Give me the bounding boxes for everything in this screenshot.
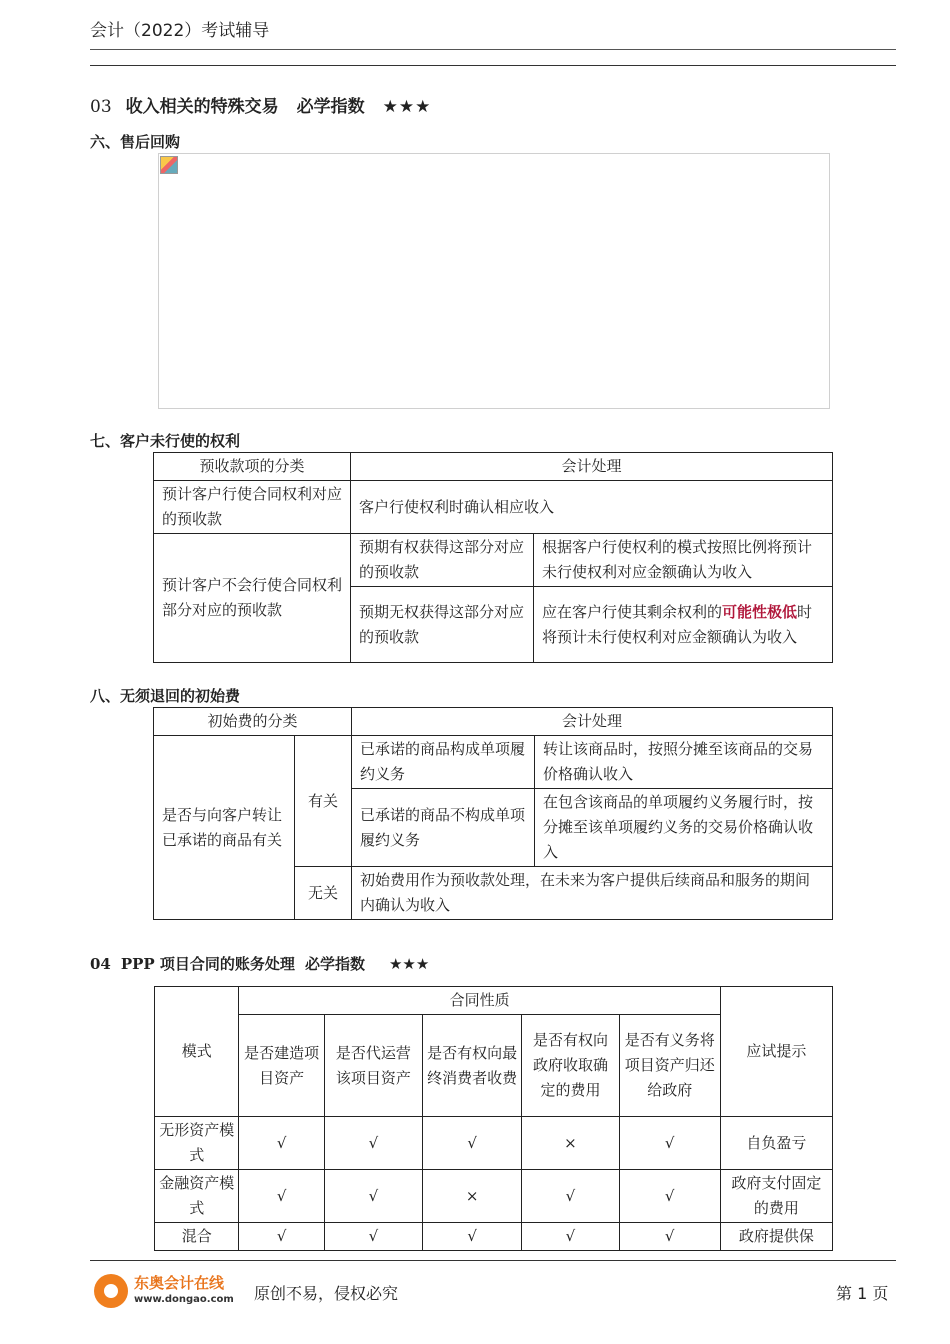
table-row xyxy=(155,1223,833,1251)
table-cell: 初始费用作为预收款处理，在未来为客户提供后续商品和服务的期间内确认为收入 xyxy=(352,867,833,920)
brand-url: www.dongao.com xyxy=(134,1294,234,1305)
table-row xyxy=(154,736,833,789)
table-cell: 预计客户不会行使合同权利部分对应的预收款 xyxy=(154,534,351,663)
table-cell: √ xyxy=(324,1117,422,1170)
table-cell: 已承诺的商品构成单项履约义务 xyxy=(352,736,535,789)
section-03-heading xyxy=(90,92,431,117)
table-header-cell: 是否有权向政府收取确定的费用 xyxy=(522,1015,619,1117)
table-header-row xyxy=(154,708,833,736)
section-number: 03 xyxy=(90,97,112,117)
table-cell: 是否与向客户转让已承诺的商品有关 xyxy=(154,736,295,920)
table-cell: √ xyxy=(522,1223,619,1251)
table-header-row xyxy=(155,987,833,1015)
logo-inner-mark xyxy=(104,1284,118,1298)
footer-divider xyxy=(90,1260,896,1261)
table-cell: 无形资产模式 xyxy=(155,1117,239,1170)
table-cell: 自负盈亏 xyxy=(720,1117,832,1170)
table-header-cell: 合同性质 xyxy=(239,987,720,1015)
table-row xyxy=(155,1170,833,1223)
table-header-cell: 是否代运营该项目资产 xyxy=(324,1015,422,1117)
text-run: 应在客户行使其剩余权利的 xyxy=(542,602,723,621)
highlighted-text: 可能性极低 xyxy=(722,602,798,621)
star-rating: ★★★ xyxy=(388,955,430,973)
table-header-cell: 会计处理 xyxy=(351,453,833,481)
table-row xyxy=(155,1117,833,1170)
table-header-cell: 应试提示 xyxy=(720,987,832,1117)
table-cell: √ xyxy=(239,1223,324,1251)
section-title: 收入相关的特殊交易 xyxy=(125,97,279,117)
broken-image-icon xyxy=(160,156,178,174)
document-header-title: 会计（2022）考试辅导 xyxy=(90,21,270,41)
header-divider xyxy=(90,49,896,50)
subsection-heading-six: 六、售后回购 xyxy=(90,133,181,151)
table-header-cell: 会计处理 xyxy=(352,708,833,736)
table-cell: √ xyxy=(619,1117,720,1170)
table-cell: √ xyxy=(239,1170,324,1223)
table-cell: √ xyxy=(324,1223,422,1251)
table-header-cell: 是否有权向最终消费者收费 xyxy=(423,1015,522,1117)
table-cell: 在包含该商品的单项履约义务履行时，按分摊至该单项履约义务的交易价格确认收入 xyxy=(535,789,833,867)
brand-name: 东奥会计在线 xyxy=(134,1274,225,1292)
table-header-cell: 初始费的分类 xyxy=(154,708,352,736)
table-row xyxy=(154,481,833,534)
section-number: 04 xyxy=(90,955,111,973)
table-header-cell: 预收款项的分类 xyxy=(154,453,351,481)
table-cell: 金融资产模式 xyxy=(155,1170,239,1223)
table-cell: 政府支付固定的费用 xyxy=(720,1170,832,1223)
table-cell: √ xyxy=(324,1170,422,1223)
subsection-heading-seven: 七、客户未行使的权利 xyxy=(90,432,241,450)
section-title: PPP 项目合同的账务处理 xyxy=(120,955,295,973)
table-row xyxy=(154,534,833,587)
star-rating: ★★★ xyxy=(382,97,432,117)
table-cell: 已承诺的商品不构成单项履约义务 xyxy=(352,789,535,867)
table-cell: 客户行使权利时确认相应收入 xyxy=(351,481,833,534)
study-index-label: 必学指数 xyxy=(304,955,365,973)
copyright-slogan: 原创不易，侵权必究 xyxy=(254,1284,399,1303)
table-header-cell: 是否有义务将项目资产归还给政府 xyxy=(619,1015,720,1117)
subsection-heading-eight: 八、无须退回的初始费 xyxy=(90,687,241,705)
table-cell: √ xyxy=(619,1223,720,1251)
table-cell: √ xyxy=(423,1223,522,1251)
table-cell: 无关 xyxy=(295,867,352,920)
table-cell: √ xyxy=(239,1117,324,1170)
table-cell: √ xyxy=(619,1170,720,1223)
table-cell: 预期有权获得这部分对应的预收款 xyxy=(351,534,534,587)
table-cell: 转让该商品时，按照分摊至该商品的交易价格确认收入 xyxy=(535,736,833,789)
table-cell: × xyxy=(522,1117,619,1170)
unexercised-rights-table xyxy=(153,452,833,663)
table-cell: 政府提供保 xyxy=(720,1223,832,1251)
table-cell: 有关 xyxy=(295,736,352,867)
table-cell: √ xyxy=(423,1117,522,1170)
table-cell: 预计客户行使合同权利对应的预收款 xyxy=(154,481,351,534)
table-cell xyxy=(534,587,833,663)
table-header-cell: 是否建造项目资产 xyxy=(239,1015,324,1117)
header-divider-bold xyxy=(90,65,896,66)
table-cell: 根据客户行使权利的模式按照比例将预计未行使权利对应金额确认为收入 xyxy=(534,534,833,587)
table-header-row xyxy=(154,453,833,481)
page-number: 第 1 页 xyxy=(836,1284,889,1303)
table-cell: 混合 xyxy=(155,1223,239,1251)
study-index-label: 必学指数 xyxy=(296,97,365,117)
ppp-contract-table xyxy=(154,986,833,1251)
section-04-heading xyxy=(90,953,439,974)
text-run: 时将预计未行使权利对应金额确认为收入 xyxy=(542,602,813,646)
table-cell: × xyxy=(423,1170,522,1223)
table-header-cell: 模式 xyxy=(155,987,239,1117)
initial-fee-table xyxy=(153,707,833,920)
table-cell: √ xyxy=(522,1170,619,1223)
table-cell: 预期无权获得这部分对应的预收款 xyxy=(351,587,534,663)
image-placeholder-frame xyxy=(158,153,830,409)
